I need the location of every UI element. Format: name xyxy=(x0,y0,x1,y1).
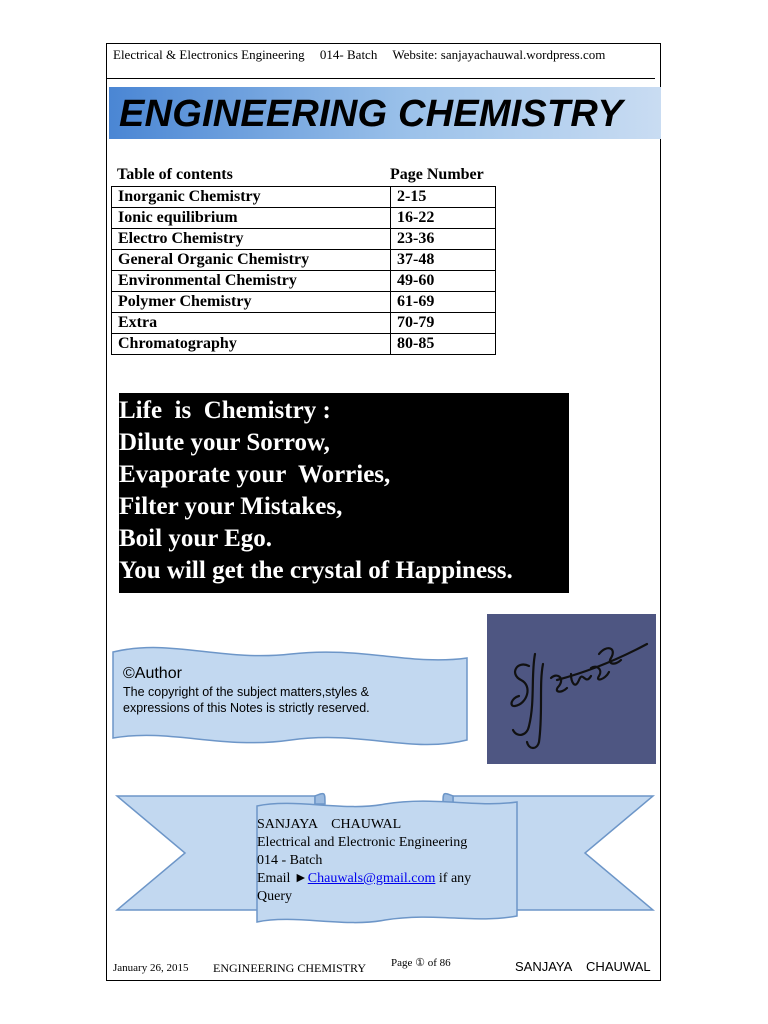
toc-topic: Electro Chemistry xyxy=(112,229,391,250)
footer-date: January 26, 2015 xyxy=(113,962,189,974)
quote-line: Dilute your Sorrow, xyxy=(119,429,330,456)
email-line xyxy=(257,870,527,888)
toc-topic: Extra xyxy=(112,313,391,334)
toc-row xyxy=(112,250,496,271)
toc-topic: Polymer Chemistry xyxy=(112,292,391,313)
header-batch: 014- Batch xyxy=(319,47,378,62)
toc-row xyxy=(112,292,496,313)
toc-pages: 80-85 xyxy=(391,334,496,355)
toc-pages: 49-60 xyxy=(391,271,496,292)
document-page xyxy=(106,43,661,981)
signature-image xyxy=(487,614,656,764)
author-department: Electrical and Electronic Engineering xyxy=(257,835,468,850)
quote-line: Boil your Ego. xyxy=(119,525,273,552)
document-title: ENGINEERING CHEMISTRY xyxy=(119,93,623,135)
author-batch: 014 - Batch xyxy=(257,853,323,868)
quote-line: Life is Chemistry : xyxy=(119,397,331,424)
header-website: Website: sanjayachauwal.wordpress.com xyxy=(392,47,606,62)
email-label: Email ► xyxy=(257,871,308,886)
toc-pages: 37-48 xyxy=(391,250,496,271)
toc-row xyxy=(112,229,496,250)
signature-drawing xyxy=(487,614,656,764)
toc-row xyxy=(112,208,496,229)
quote-line: Evaporate your Worries, xyxy=(119,461,391,488)
header-department: Electrical & Electronics Engineering xyxy=(113,47,305,62)
toc-row xyxy=(112,271,496,292)
toc-pages: 23-36 xyxy=(391,229,496,250)
toc-topic: Environmental Chemistry xyxy=(112,271,391,292)
toc-heading: Table of contents xyxy=(117,166,233,183)
contact-info xyxy=(257,816,527,906)
toc-row xyxy=(112,313,496,334)
footer-page-number: Page ① of 86 xyxy=(391,957,451,969)
toc-table xyxy=(111,186,496,355)
email-link[interactable]: Chauwals@gmail.com xyxy=(307,871,436,886)
header-divider xyxy=(107,78,655,79)
toc-topic: General Organic Chemistry xyxy=(112,250,391,271)
author-title: ©Author xyxy=(123,665,182,682)
toc-pages: 61-69 xyxy=(391,292,496,313)
footer-title: ENGINEERING CHEMISTRY xyxy=(213,961,366,975)
author-notice xyxy=(123,664,423,716)
quote-box xyxy=(119,393,569,593)
title-banner xyxy=(109,87,661,139)
toc-topic: Inorganic Chemistry xyxy=(112,187,391,208)
toc-pages: 70-79 xyxy=(391,313,496,334)
toc-page-heading: Page Number xyxy=(390,166,484,183)
toc-pages: 2-15 xyxy=(391,187,496,208)
footer-author: SANJAYA CHAUWAL xyxy=(515,959,651,974)
author-copyright-text: The copyright of the subject matters,styles & expressions of this Notes is strictly reserved. xyxy=(123,685,370,715)
query-text: Query xyxy=(257,889,292,904)
toc-pages: 16-22 xyxy=(391,208,496,229)
email-suffix: if any xyxy=(435,871,472,886)
page-footer xyxy=(113,956,653,976)
author-name: SANJAYA CHAUWAL xyxy=(257,817,402,832)
quote-line: You will get the crystal of Happiness. xyxy=(119,557,513,584)
toc-topic: Chromatography xyxy=(112,334,391,355)
toc-topic: Ionic equilibrium xyxy=(112,208,391,229)
page-header xyxy=(113,47,653,63)
toc-row xyxy=(112,334,496,355)
quote-line: Filter your Mistakes, xyxy=(119,493,343,520)
toc-row xyxy=(112,187,496,208)
